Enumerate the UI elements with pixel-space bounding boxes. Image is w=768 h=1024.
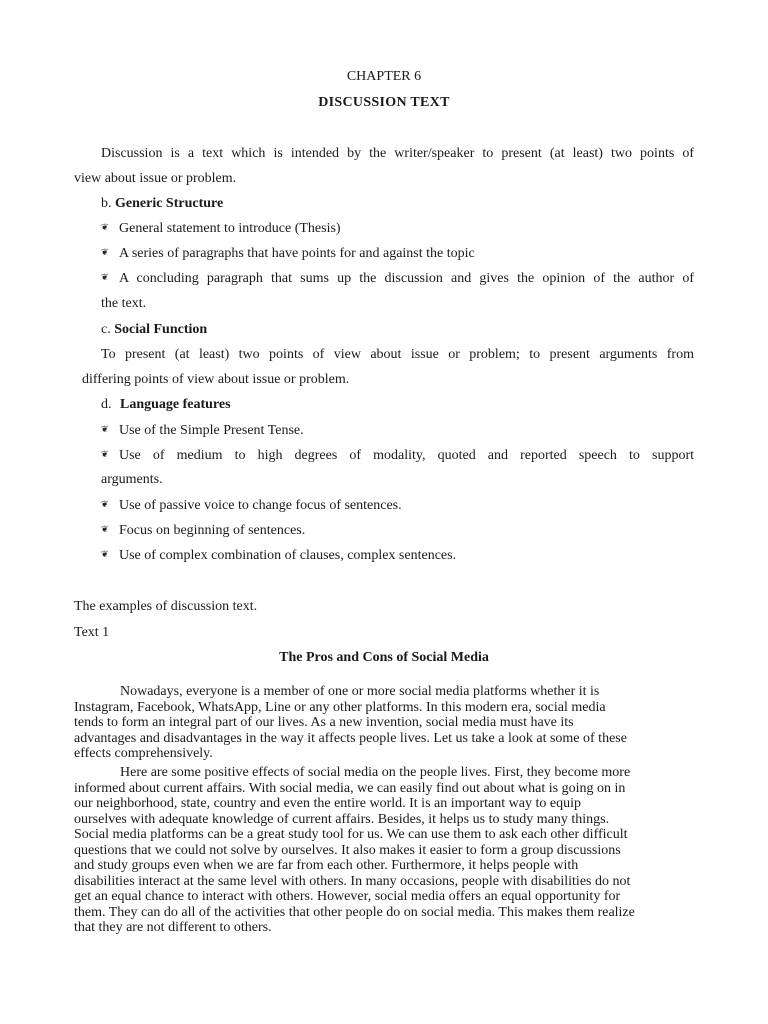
paragraph-line: get an equal chance to interact with others. However, social media offers an equal opportunity for xyxy=(74,889,621,904)
structure-item-continuation: the text. xyxy=(101,296,147,311)
bullet-icon: ❦ xyxy=(101,549,109,559)
feature-item: Use of passive voice to change focus of sentences. xyxy=(119,498,402,513)
generic-structure-heading xyxy=(101,195,223,213)
bullet-icon: ❦ xyxy=(101,499,109,509)
feature-item-continuation: arguments. xyxy=(101,472,163,487)
paragraph-line: Social media platforms can be a great study tool for us. We can use them to ask each other difficult xyxy=(74,827,628,842)
paragraph-line: effects comprehensively. xyxy=(74,746,213,761)
paragraph-line: them. They can do all of the activities that other people do on social media. This makes them realize xyxy=(74,904,635,920)
paragraph-line: ourselves with adequate knowledge of current affairs. Besides, it helps us to study many things. xyxy=(74,811,610,827)
section-marker: c. xyxy=(101,322,111,337)
article-paragraph xyxy=(74,684,694,762)
paragraph-line: informed about current affairs. With social media, we can easily find out about what is going on in xyxy=(74,780,626,796)
chapter-heading: CHAPTER 6 xyxy=(346,69,422,84)
paragraph-line: that they are not different to others. xyxy=(74,920,272,935)
paragraph-line: questions that we could not solve by ourselves. It also makes it easier to form a group discussions xyxy=(74,842,621,858)
structure-item: General statement to introduce (Thesis) xyxy=(119,221,341,236)
paragraph-line xyxy=(74,684,694,700)
paragraph-line: Instagram, Facebook, WhatsApp, Line or any other platforms. In this modern era, social media xyxy=(74,699,606,715)
section-heading: Language features xyxy=(120,397,231,412)
bullet-icon: ❦ xyxy=(101,272,109,282)
article-paragraph xyxy=(74,765,694,936)
intro-line-2: view about issue or problem. xyxy=(74,171,237,186)
feature-item: Focus on beginning of sentences. xyxy=(119,523,306,538)
structure-item: A concluding paragraph that sums up the discussion and gives the opinion of the author of xyxy=(119,271,694,286)
feature-item: Use of medium to high degrees of modality, quoted and reported speech to support xyxy=(119,448,694,463)
paragraph-line: tends to form an integral part of our lives. As a new invention, social media must have its xyxy=(74,715,574,730)
bullet-icon: ❦ xyxy=(101,449,109,459)
paragraph-text: Nowadays, everyone is a member of one or more social media platforms whether it is xyxy=(120,684,600,699)
language-features-heading xyxy=(101,396,231,414)
text-label: Text 1 xyxy=(74,625,110,640)
social-function-line-2: differing points of view about issue or problem. xyxy=(82,372,350,387)
paragraph-line: our neighborhood, state, country and even the entire world. It is an important way to equip xyxy=(74,796,581,811)
article-title: The Pros and Cons of Social Media xyxy=(279,650,489,665)
section-heading: Generic Structure xyxy=(115,196,224,211)
paragraph-line: disabilities interact at the same level with others. In many occasions, people with disabilities do not xyxy=(74,873,631,889)
intro-line-1: Discussion is a text which is intended by the writer/speaker to present (at least) two points of xyxy=(101,146,694,161)
page-title: DISCUSSION TEXT xyxy=(318,95,450,110)
social-function-heading xyxy=(101,321,207,339)
structure-item: A series of paragraphs that have points for and against the topic xyxy=(119,246,475,261)
paragraph-text: Here are some positive effects of social media on the people lives. First, they become more xyxy=(120,765,631,780)
section-marker: d. xyxy=(101,397,112,412)
bullet-icon: ❦ xyxy=(101,222,109,232)
bullet-icon: ❦ xyxy=(101,524,109,534)
feature-item: Use of the Simple Present Tense. xyxy=(119,423,304,438)
examples-intro: The examples of discussion text. xyxy=(74,599,258,614)
social-function-line-1: To present (at least) two points of view about issue or problem; to present arguments from xyxy=(101,347,694,362)
feature-item: Use of complex combination of clauses, complex sentences. xyxy=(119,548,457,563)
section-heading: Social Function xyxy=(114,322,208,337)
section-marker: b. xyxy=(101,196,112,211)
paragraph-line xyxy=(74,765,694,781)
paragraph-line: and study groups even when we are far from each other. Furthermore, it helps people with xyxy=(74,858,579,873)
paragraph-line: advantages and disadvantages in the way it affects people lives. Let us take a look at some of these xyxy=(74,730,627,746)
bullet-icon: ❦ xyxy=(101,424,109,434)
bullet-icon: ❦ xyxy=(101,247,109,257)
